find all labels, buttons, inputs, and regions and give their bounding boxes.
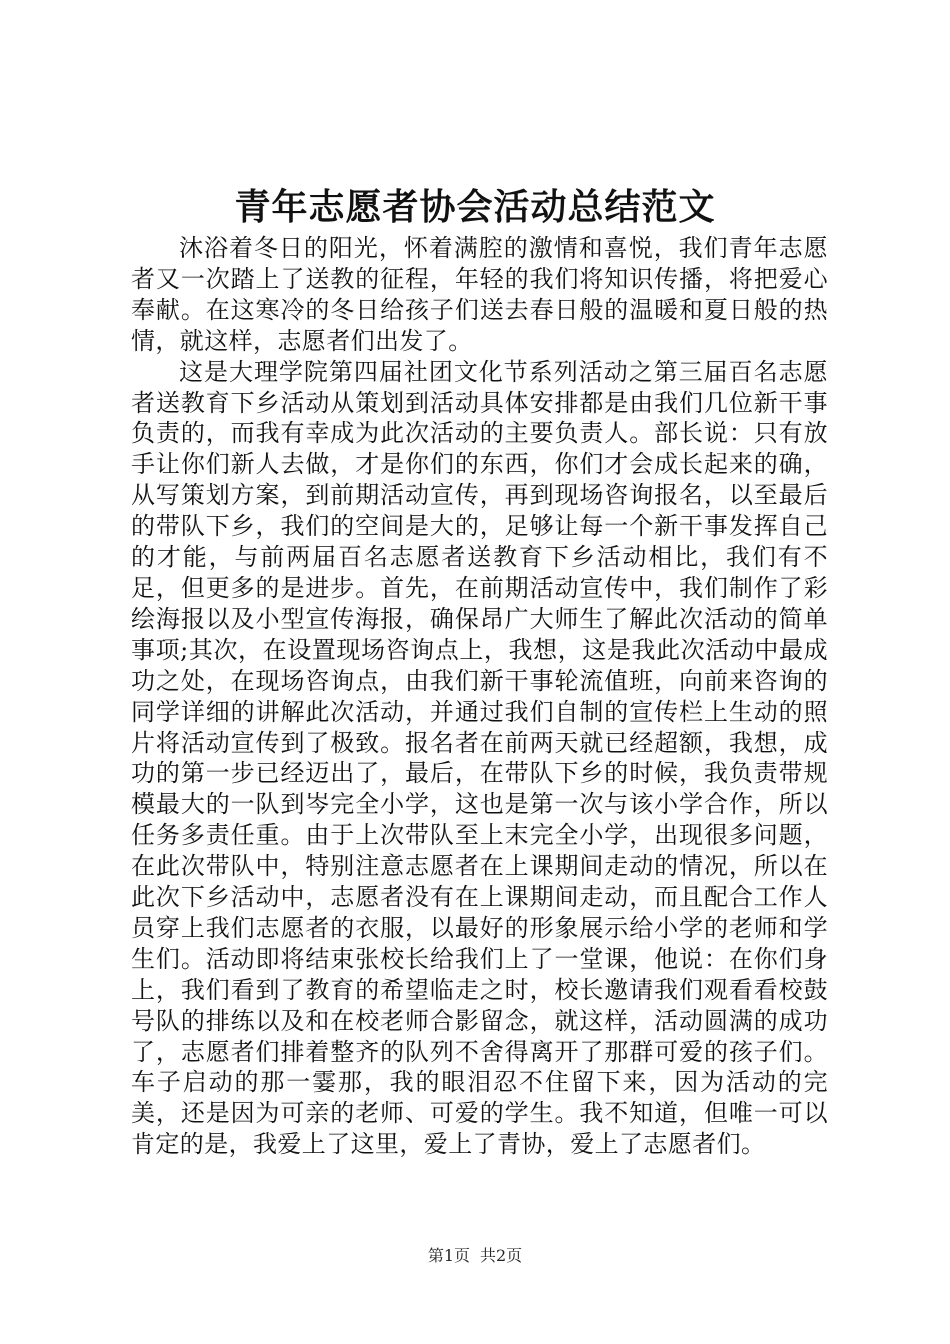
page-number: 第1页	[427, 1246, 470, 1265]
document-body	[131, 233, 828, 1160]
page-footer	[0, 1245, 950, 1267]
document-title: 青年志愿者协会活动总结范文	[234, 187, 716, 228]
paragraph-intro: 沐浴着冬日的阳光，怀着满腔的激情和喜悦，我们青年志愿者又一次踏上了送教的征程，年轻的我们将知识传播，将把爱心奉献。在这寒冷的冬日给孩子们送去春日般的温暖和夏日般的热情，就这样，志愿者们出发了。	[131, 234, 828, 355]
paragraph-main: 这是大理学院第四届社团文化节系列活动之第三届百名志愿者送教育下乡活动从策划到活动具体安排都是由我们几位新干事负责的，而我有幸成为此次活动的主要负责人。部长说：只有放手让你们新人去做，才是你们的东西，你们才会成长起来的确，从写策划方案，到前期活动宣传，再到现场咨询报名，以至最后的带队下乡，我们的空间是大的，足够让每一个新干事发挥自己的才能，与前两届百名志愿者送教育下乡活动相比，我们有不足，但更多的是进步。首先，在前期活动宣传中，我们制作了彩绘海报以及小型宣传海报，确保昂广大师生了解此次活动的简单事项;其次，在设置现场咨询点上，我想，这是我此次活动中最成功之处，在现场咨询点，由我们新干事轮流值班，向前来咨询的同学详细的讲解此次活动，并通过我们自制的宣传栏上生动的照片将活动宣传到了极致。报名者在前两天就已经超额，我想，成功的第一步已经迈出了，最后，在带队下乡的时候，我负责带规模最大的一队到岑完全小学，这也是第一次与该小学合作，所以任务多责任重。由于上次带队至上末完全小学，出现很多问题，在此次带队中，特别注意志愿者在上课期间走动的情况，所以在此次下乡活动中，志愿者没有在上课期间走动，而且配合工作人员穿上我们志愿者的衣服，以最好的形象展示给小学的老师和学生们。活动即将结束张校长给我们上了一堂课，他说：在你们身上，我们看到了教育的希望临走之时，校长邀请我们观看看校鼓号队的排练以及和在校老师合影留念，就这样，活动圆满的成功了，志愿者们排着整齐的队列不舍得离开了那群可爱的孩子们。车子启动的那一霎那，我的眼泪忍不住留下来，因为活动的完美，还是因为可亲的老师、可爱的学生。我不知道，但唯一可以肯定的是，我爱上了这里，爱上了青协，爱上了志愿者们。	[131, 357, 828, 1159]
page-total: 共2页	[480, 1246, 523, 1265]
